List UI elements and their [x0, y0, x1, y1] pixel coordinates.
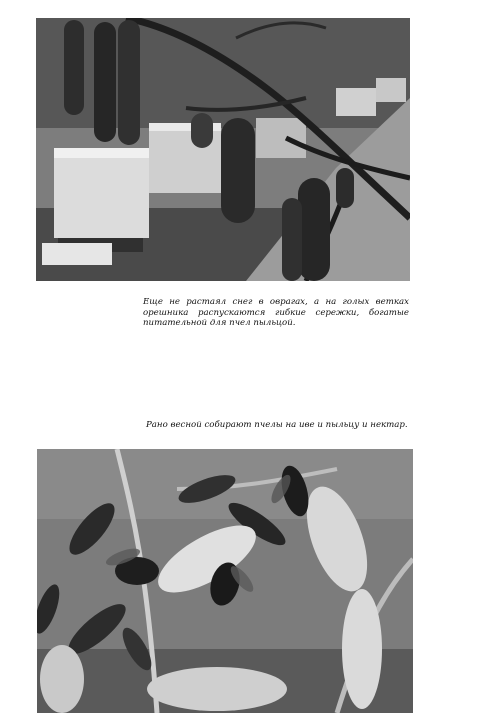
hazel-catkins-photo: [36, 18, 410, 281]
bees-on-willow-photo: [37, 449, 413, 713]
hazel-catkins-illustration: [36, 18, 410, 281]
bees-on-willow-illustration: [37, 449, 413, 713]
catkins-caption: Еще не растаял снег в оврагах, а на голых ветках орешника распускаются гибкие сережки, богатые питательной для пчел пыльцой.: [143, 297, 409, 328]
willow-caption: Рано весной собирают пчелы на иве и пыльцу и нектар.: [146, 420, 408, 430]
